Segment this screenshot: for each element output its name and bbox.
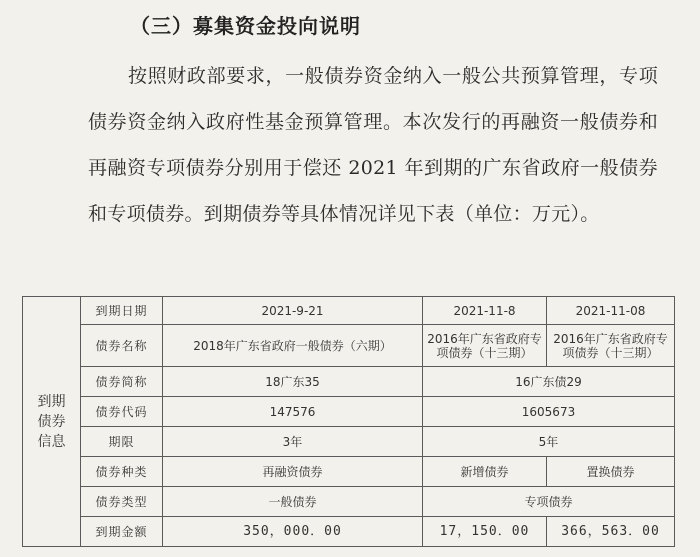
cell-due-date-2: 2021-11-8 bbox=[423, 297, 547, 325]
row-due-date bbox=[23, 297, 675, 325]
cell-term-23: 5年 bbox=[423, 427, 675, 457]
row-bond-code bbox=[23, 397, 675, 427]
label-bond-name: 债券名称 bbox=[81, 325, 163, 367]
cell-due-amount-1: 350，000．00 bbox=[163, 517, 423, 547]
row-term bbox=[23, 427, 675, 457]
cell-bond-name-2-text: 2016年广东省政府专项债券（十三期） bbox=[427, 331, 542, 360]
cell-bond-name-1 bbox=[163, 325, 423, 367]
label-bond-kind: 债券种类 bbox=[81, 457, 163, 487]
cell-bond-name-3-text: 2016年广东省政府专项债券（十三期） bbox=[553, 331, 668, 360]
label-bond-code: 债券代码 bbox=[81, 397, 163, 427]
cell-bond-code-1: 147576 bbox=[163, 397, 423, 427]
label-due-amount: 到期金额 bbox=[81, 517, 163, 547]
cell-due-date-1: 2021-9-21 bbox=[163, 297, 423, 325]
cell-short-name-23: 16广东债29 bbox=[423, 367, 675, 397]
cell-term-1: 3年 bbox=[163, 427, 423, 457]
label-term: 期限 bbox=[81, 427, 163, 457]
label-short-name: 债券简称 bbox=[81, 367, 163, 397]
label-bond-type: 债券类型 bbox=[81, 487, 163, 517]
cell-short-name-1: 18广东35 bbox=[163, 367, 423, 397]
section-heading: （三）募集资金投向说明 bbox=[130, 14, 361, 38]
cell-bond-code-23: 1605673 bbox=[423, 397, 675, 427]
cell-bond-kind-2: 新增债券 bbox=[423, 457, 547, 487]
cell-bond-type-1: 一般债券 bbox=[163, 487, 423, 517]
label-due-date: 到期日期 bbox=[81, 297, 163, 325]
section-paragraph: 按照财政部要求，一般债券资金纳入一般公共预算管理，专项债券资金纳入政府性基金预算管理。本次发行的再融资一般债券和再融资专项债券分别用于偿还 2021 年到期的广东省政府一般债券和专项债券。到期债券等具体情况详见下表（单位：万元）。 bbox=[88, 65, 658, 225]
row-bond-name bbox=[23, 325, 675, 367]
row-bond-kind bbox=[23, 457, 675, 487]
row-short-name bbox=[23, 367, 675, 397]
cell-bond-name-3 bbox=[547, 325, 675, 367]
maturing-bonds-table bbox=[22, 296, 675, 547]
cell-due-amount-2: 17，150．00 bbox=[423, 517, 547, 547]
cell-bond-name-1-text: 2018年广东省政府一般债券（六期） bbox=[193, 338, 392, 353]
group-label: 到期 债券 信息 bbox=[23, 297, 81, 547]
cell-bond-type-23: 专项债券 bbox=[423, 487, 675, 517]
row-bond-type bbox=[23, 487, 675, 517]
cell-bond-kind-3: 置换债券 bbox=[547, 457, 675, 487]
cell-due-amount-3: 366，563．00 bbox=[547, 517, 675, 547]
cell-bond-name-2 bbox=[423, 325, 547, 367]
cell-bond-kind-1: 再融资债券 bbox=[163, 457, 423, 487]
cell-due-date-3: 2021-11-08 bbox=[547, 297, 675, 325]
row-due-amount bbox=[23, 517, 675, 547]
